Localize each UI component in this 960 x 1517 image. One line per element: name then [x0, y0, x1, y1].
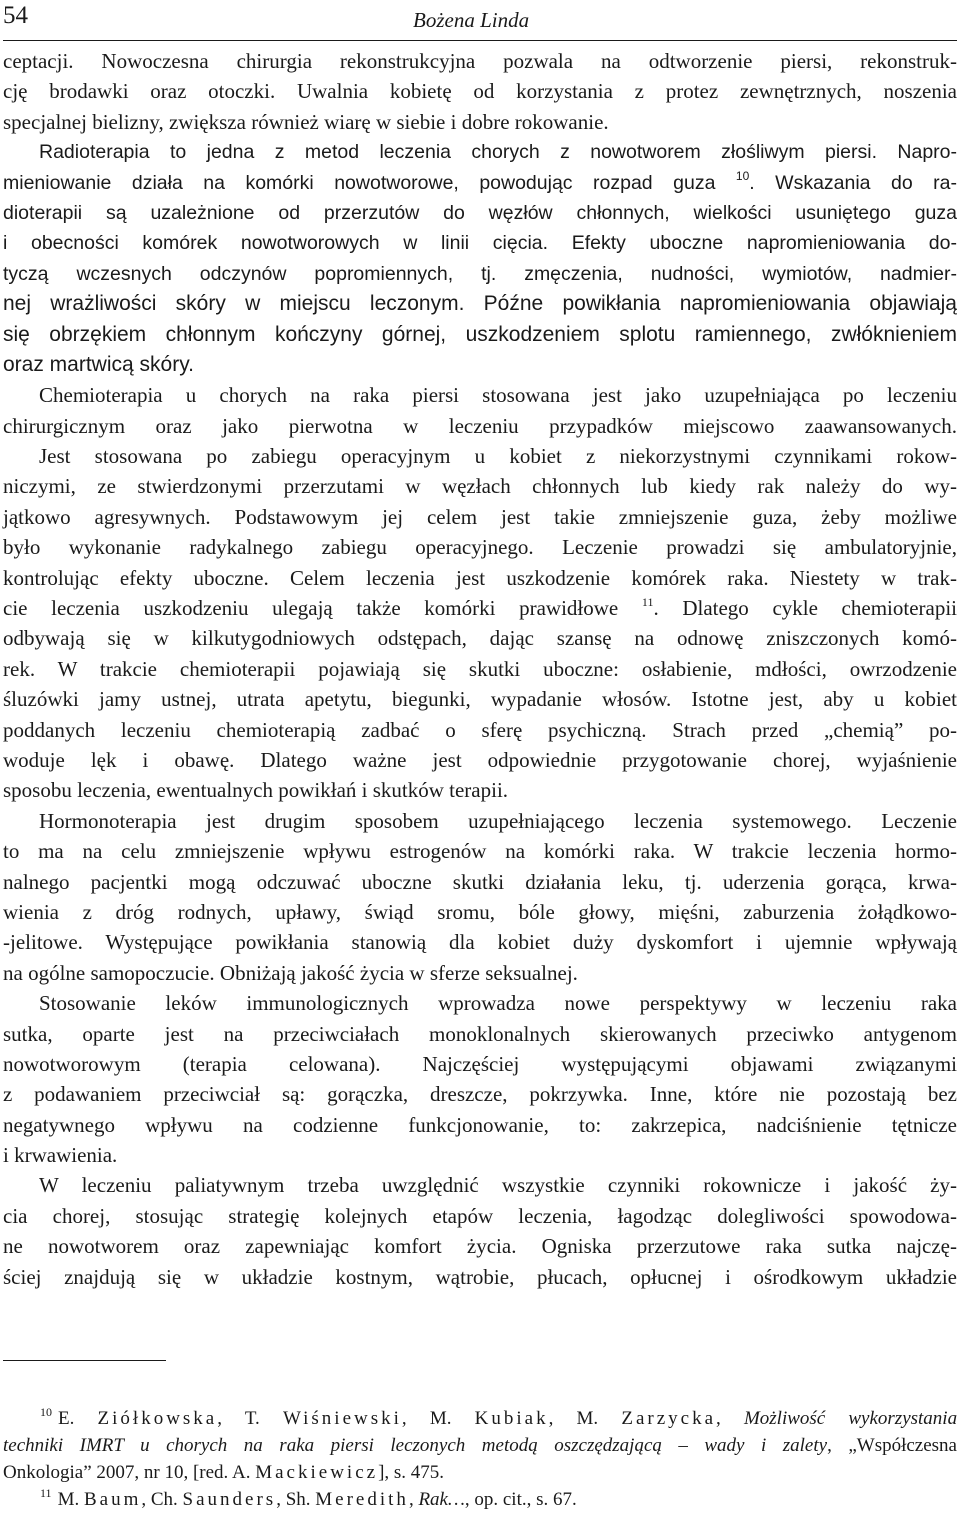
author-initial: Ch. [150, 1489, 178, 1510]
page-ref: , op. cit., s. 67. [464, 1489, 577, 1510]
footnote-10-line-3 [3, 1459, 957, 1486]
text-line: tyczą wczesnych odczynów popromiennych, tj. zmęczenia, nudności, wymiotów, nadmier- [3, 262, 957, 285]
author-initial: Sh. [285, 1489, 311, 1510]
text-segment: . Wskazania do ra- [749, 171, 958, 194]
journal-details: Onkologia” 2007, nr 10, [red. A. [3, 1462, 251, 1483]
text-line: jątkowo agresywnych. Podstawowym jej celem jest takie zmniejszenie guza, żeby możliwe [3, 504, 957, 529]
footnote-10-line-1: $^{10}$ E. Ziółkowska, T. Wiśniewski, M. Kubiak, M. Zarzycka, Możliwość wykorzystania [40, 1405, 958, 1429]
text-line [3, 593, 957, 623]
text-segment: mieniowanie działa na komórki nowotworowe, powodując rozpad guza [3, 171, 716, 194]
text-line: chirurgicznym oraz jako pierwotna w leczeniu przypadków miejscowo zaawansowanych. [3, 413, 957, 438]
text-line: Hormonoterapia jest drugim sposobem uzupełniającego leczenia systemowego. Leczenie [39, 808, 957, 833]
text-line: poddanych leczeniu chemioterapią zadbać o sferę psychiczną. Strach przed „chemią” po- [3, 717, 957, 742]
footnote-mark-10: 10 [40, 1405, 52, 1419]
text-line: Jest stosowana po zabiegu operacyjnym u kobiet z niekorzystnymi czynnikami rokow- [39, 444, 957, 469]
text-line: nalnego pacjentki mogą odczuwać uboczne skutki działania leku, tj. uderzenia gorąca, krwa- [3, 869, 957, 894]
author-name: Saunders [182, 1489, 277, 1510]
text-segment: cie leczenia uszkodzeniu ulegają także komórki prawidłowe [3, 596, 619, 621]
text-line: oraz martwicą skóry. [3, 352, 194, 376]
author-name: Wiśniewski [282, 1408, 402, 1429]
footnote-11: $^{11}$ M. Baum, Ch. Saunders, Sh. Meredith, Rak…, op. cit., s. 67. [40, 1486, 577, 1510]
text-line: i obecności komórek nowotworowych w linii cięcia. Efekty uboczne napromieniowania do- [3, 232, 957, 255]
author-initial: M. [57, 1489, 80, 1510]
footnote-ref-10: 10 [735, 168, 750, 183]
text-line [3, 168, 957, 198]
author-name: Kubiak [474, 1408, 549, 1429]
text-line: cję brodawki oraz otoczki. Uwalnia kobietę od korzystania z protez zewnętrznych, noszenia [3, 79, 957, 104]
paragraph-palliative [3, 1170, 957, 1292]
text-line: Chemioterapia u chorych na raka piersi stosowana jest jako uzupełniająca po leczeniu [39, 383, 957, 408]
text-line: wienia z dróg rodnych, upławy, świąd sromu, bóle głowy, mięśni, zaburzenia żołądkowo- [3, 899, 957, 924]
running-head-author: Bożena Linda [413, 8, 530, 32]
text-line: ne nowotworem oraz zapewniając komfort życia. Ogniska przerzutowe raka sutka najczę- [3, 1234, 957, 1259]
text-line: dioterapii są uzależnione od przerzutów do węzłów chłonnych, wielkości usuniętego guza [3, 201, 957, 224]
author-initial: E. [58, 1408, 75, 1429]
page-number: 54 [3, 2, 28, 29]
text-line: W leczeniu paliatywnym trzeba uwzględnić wszystkie czynniki rokownicze i jakość ży- [39, 1173, 957, 1198]
text-line: sposobu leczenia, ewentualnych powikłań i skutków terapii. [3, 778, 509, 803]
footnotes [3, 1405, 957, 1513]
footnote-ref-11: 11 [641, 595, 654, 610]
author-initial: M. [576, 1408, 599, 1429]
text-line: Radioterapia to jedna z metod leczenia chorych z nowotworem złośliwym piersi. Napro- [39, 141, 957, 164]
text-line: ściej znajdują się w układzie kostnym, wątrobie, płucach, opłucnej i ośrodkowym układzie [3, 1264, 957, 1289]
editor-name: Mackiewicz [255, 1462, 379, 1483]
work-title: Rak… [418, 1489, 465, 1510]
author-name: Ziółkowska [97, 1408, 218, 1429]
paragraph-chemotherapy-usage [3, 441, 957, 806]
paragraph-chemotherapy [3, 380, 957, 441]
text-line: z podawaniem przeciwciał są: gorączka, dreszcze, pokrzywka. Inne, które nie pozostają bez [3, 1082, 957, 1107]
paragraph-reconstruction [3, 46, 957, 137]
text-line: to ma na celu zmniejszenie wpływu estrogenów na komórki raka. W trakcie leczenia hormo- [3, 839, 957, 864]
body-text [3, 46, 957, 1292]
text-line: -jelitowe. Występujące powikłania stanowią dla kobiet duży dyskomfort i ujemnie wpływają [3, 930, 957, 955]
paragraph-immunotherapy [3, 988, 957, 1170]
text-line: i krwawienia. [3, 1143, 118, 1168]
author-initial: M. [429, 1408, 452, 1429]
footnote-mark-11: 11 [40, 1486, 52, 1500]
author-name: Zarzycka [621, 1408, 717, 1429]
text-line: specjalnej bielizny, zwiększa również wiarę w siebie i dobre rokowanie. [3, 109, 609, 134]
text-line: negatywnego wpływu na codzienne funkcjonowanie, to: zakrzepica, nadciśnienie tętnicze [3, 1112, 957, 1137]
text-line: niczymi, ze stwierdzonymi przerzutami w węzłach chłonnych lub kiedy rak należy do wy- [3, 474, 957, 499]
text-line: było wykonanie radykalnego zabiegu operacyjnego. Leczenie prowadzi się ambulatoryjnie, [3, 535, 957, 560]
text-line: woduje lęk i obawę. Dlatego ważne jest odpowiednie przygotowanie chorej, wyjaśnienie [3, 747, 957, 772]
page-ref: ], s. 475. [378, 1462, 445, 1483]
footnote-10-line-2: techniki IMRT u chorych na raka piersi leczonych metodą oszczędzającą – wady i zalety, „Współczesna [3, 1435, 957, 1456]
text-line: nej wrażliwości skóry w miejscu leczonym. Późne powikłania napromieniowania objawiają [3, 292, 957, 316]
text-segment: . Dlatego cykle chemioterapii [653, 596, 958, 621]
journal-name: „Współczesna [848, 1435, 957, 1456]
paragraph-radiotherapy [3, 137, 957, 380]
text-line: nowotworowym (terapia celowana). Najczęściej występującymi objawami związanymi [3, 1051, 957, 1076]
paragraph-hormonotherapy [3, 806, 957, 988]
author-name: Meredith [315, 1489, 409, 1510]
work-title: Możliwość wykorzystania [743, 1408, 958, 1429]
text-line: cia chorej, stosując strategię kolejnych etapów leczenia, łagodząc dolegliwości spowodowa- [3, 1203, 957, 1228]
text-line: się obrzękiem chłonnym kończyny górnej, uszkodzeniem splotu ramiennego, zwłóknieniem [3, 322, 957, 346]
text-line: Stosowanie leków immunologicznych wprowadza nowe perspektywy w leczeniu raka [39, 991, 957, 1016]
text-line: śluzówki jamy ustnej, utrata apetytu, biegunki, wypadanie włosów. Istotne jest, aby u kobiet [3, 687, 957, 712]
text-line: na ogólne samopoczucie. Obniżają jakość życia w sferze seksualnej. [3, 960, 578, 985]
footnote-separator [3, 1360, 166, 1361]
text-line: rek. W trakcie chemioterapii pojawiają się skutki uboczne: osłabienie, mdłości, owrzodzenie [3, 656, 957, 681]
page-header [3, 0, 957, 41]
text-line: kontrolując efekty uboczne. Celem leczenia jest uszkodzenie komórek raka. Niestety w trak- [3, 565, 957, 590]
text-line: ceptacji. Nowoczesna chirurgia rekonstrukcyjna pozwala na odtworzenie piersi, rekonstruk- [3, 49, 957, 73]
author-name: Baum [83, 1489, 142, 1510]
text-line: odbywają się w kilkutygodniowych odstępach, dając szansę na odnowę zniszczonych komó- [3, 626, 957, 651]
text-line: sutka, oparte jest na przeciwciałach monoklonalnych skierowanych przeciwko antygenom [3, 1021, 957, 1046]
author-initial: T. [244, 1408, 260, 1429]
work-title: techniki IMRT u chorych na raka piersi leczonych metodą oszczędzającą – wady i zalety [3, 1435, 828, 1456]
